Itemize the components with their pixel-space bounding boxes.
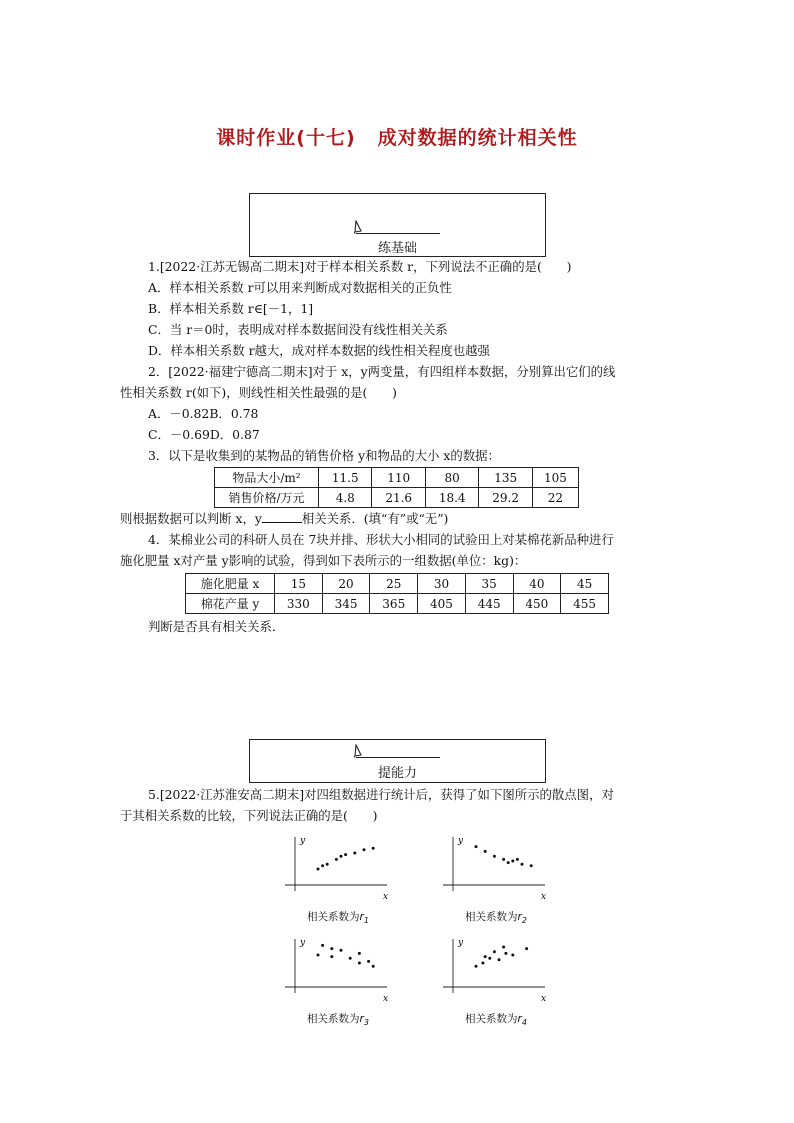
table-cell: 18.4: [425, 488, 478, 508]
scatter-point: [498, 958, 501, 961]
pen-icon: [352, 220, 364, 234]
q2-option-cd: C．－0.69D．0.87: [148, 427, 260, 442]
table-cell: 135: [479, 468, 532, 488]
scatter-figure: [283, 833, 393, 903]
scatter-point: [493, 950, 496, 953]
scatter-point: [344, 853, 347, 856]
scatter-point: [488, 957, 491, 960]
y-axis-label: y: [458, 938, 464, 948]
q4-table: [185, 573, 609, 614]
table-cell: 销售价格/万元: [215, 488, 319, 508]
scatter-plot-1: [283, 833, 398, 925]
y-axis-label: y: [300, 938, 306, 948]
scatter-point: [516, 858, 519, 861]
scatter-point: [511, 954, 514, 957]
table-cell: 22: [532, 488, 578, 508]
x-axis-label: x: [541, 892, 547, 902]
q2-stem-line2: 性相关系数 r(如下)，则线性相关性最强的是( ): [120, 385, 398, 400]
table-cell: 80: [425, 468, 478, 488]
table-cell: 445: [465, 594, 513, 614]
scatter-plot-2: [441, 833, 556, 925]
q2-option-ab: A．－0.82B．0.78: [148, 406, 259, 421]
scatter-point: [326, 863, 329, 866]
table-cell: 40: [513, 574, 561, 594]
table-cell: 20: [322, 574, 370, 594]
scatter-point: [340, 949, 343, 952]
scatter-point: [317, 954, 320, 957]
caption-subscript: 1: [363, 916, 369, 926]
scatter-point: [481, 962, 484, 965]
table-cell: 455: [561, 594, 609, 614]
title-part1: 课时作业(十七): [216, 127, 356, 149]
q1-option-d: D．样本相关系数 r越大，成对样本数据的线性相关程度也越强: [148, 343, 490, 358]
caption-subscript: 3: [363, 1018, 369, 1028]
table-cell: 29.2: [479, 488, 532, 508]
table-cell: 105: [532, 468, 578, 488]
table-cell: 30: [418, 574, 466, 594]
q5-line2: 于其相关系数的比较，下列说法正确的是( ): [120, 808, 378, 823]
scatter-point: [317, 868, 320, 871]
table-cell: 330: [275, 594, 323, 614]
scatter-point: [475, 845, 478, 848]
scatter-point: [330, 955, 333, 958]
scatter-point: [502, 858, 505, 861]
section-rule: [356, 233, 440, 234]
table-cell: 物品大小/m²: [215, 468, 319, 488]
scatter-point: [475, 965, 478, 968]
section-header-advanced: [249, 739, 546, 783]
scatter-figure: [441, 833, 551, 903]
pen-icon: [352, 744, 364, 758]
q1-option-c: C．当 r＝0时，表明成对样本数据间没有线性相关关系: [148, 322, 448, 337]
scatter-figure: [441, 935, 551, 1005]
table-row: [215, 468, 579, 488]
scatter-point: [358, 952, 361, 955]
scatter-point: [358, 962, 361, 965]
scatter-point: [367, 960, 370, 963]
caption-text: 相关系数为: [465, 911, 518, 923]
table-row: [186, 574, 609, 594]
scatter-point: [372, 847, 375, 850]
table-cell: 110: [372, 468, 425, 488]
page-title: [0, 123, 794, 150]
table-cell: 45: [561, 574, 609, 594]
scatter-point: [525, 947, 528, 950]
x-axis-label: x: [541, 994, 547, 1004]
scatter-point: [521, 863, 524, 866]
scatter-point: [484, 955, 487, 958]
scatter-point: [353, 852, 356, 855]
table-cell: 4.8: [319, 488, 372, 508]
scatter-point: [530, 864, 533, 867]
scatter-point: [484, 850, 487, 853]
section-label: 提能力: [377, 766, 417, 781]
q1-stem: 1.[2022·江苏无锡高二期末]对于样本相关系数 r，下列说法不正确的是( ): [148, 259, 572, 274]
table-cell: 450: [513, 594, 561, 614]
q3-table: [214, 467, 579, 508]
scatter-point: [493, 855, 496, 858]
q4-line1: 4．某棉业公司的科研人员在 7块并排、形状大小相同的试验田上对某棉花新品种进行: [148, 532, 614, 547]
scatter-point: [349, 957, 352, 960]
table-cell: 11.5: [319, 468, 372, 488]
y-axis-label: y: [300, 836, 306, 846]
scatter-point: [504, 952, 507, 955]
y-axis-label: y: [458, 836, 464, 846]
q3-stem: 3．以下是收集到的某物品的销售价格 y和物品的大小 x的数据：: [148, 448, 500, 463]
caption-text: 相关系数为: [465, 1013, 518, 1025]
q1-option-a: A．样本相关系数 r可以用来判断成对数据相关的正负性: [148, 280, 452, 295]
scatter-point: [335, 858, 338, 861]
q3-fill-post: 相关关系．(填“有”或“无”): [301, 511, 449, 526]
table-cell: 15: [275, 574, 323, 594]
scatter-point: [321, 864, 324, 867]
answer-blank: [262, 510, 302, 523]
section-header-basic: [249, 193, 546, 257]
q3-fill-in: [120, 509, 448, 529]
q4-after: 判断是否具有相关关系．: [148, 619, 285, 634]
caption-subscript: 4: [521, 1018, 527, 1028]
scatter-caption: 相关系数为$r_4$: [465, 1013, 527, 1028]
x-axis-label: x: [383, 994, 389, 1004]
q5-line1: 5.[2022·江苏淮安高二期末]对四组数据进行统计后，获得了如下图所示的散点图，对: [148, 787, 614, 802]
table-cell: 施化肥量 x: [186, 574, 275, 594]
scatter-point: [330, 947, 333, 950]
scatter-point: [507, 861, 510, 864]
scatter-caption: 相关系数为$r_2$: [465, 911, 527, 926]
table-cell: 365: [370, 594, 418, 614]
table-cell: 35: [465, 574, 513, 594]
q4-line2: 施化肥量 x对产量 y影响的试验，得到如下表所示的一组数据(单位：kg)：: [120, 553, 527, 568]
table-cell: 25: [370, 574, 418, 594]
table-row: [186, 594, 609, 614]
caption-subscript: 2: [521, 916, 527, 926]
q1-option-b: B．样本相关系数 r∈[－1，1]: [148, 301, 314, 316]
scatter-plot-4: [441, 935, 556, 1027]
scatter-point: [363, 848, 366, 851]
table-row: [215, 488, 579, 508]
section-rule: [356, 757, 440, 758]
caption-text: 相关系数为: [307, 1013, 360, 1025]
table-cell: 345: [322, 594, 370, 614]
table-cell: 21.6: [372, 488, 425, 508]
caption-text: 相关系数为: [307, 911, 360, 923]
title-part2: 成对数据的统计相关性: [377, 127, 578, 149]
table-cell: 405: [418, 594, 466, 614]
scatter-point: [372, 965, 375, 968]
scatter-plot-3: [283, 935, 398, 1027]
scatter-caption: 相关系数为$r_1$: [307, 911, 369, 926]
scatter-point: [340, 855, 343, 858]
section-label: 练基础: [377, 241, 417, 256]
scatter-point: [321, 944, 324, 947]
q2-stem-line1: 2．[2022·福建宁德高二期末]对于 x，y两变量，有四组样本数据，分别算出它们的线: [148, 364, 616, 379]
scatter-point: [511, 860, 514, 863]
q3-fill-pre: 则根据数据可以判断 x，y: [120, 511, 262, 526]
scatter-figure: [283, 935, 393, 1005]
scatter-point: [502, 946, 505, 949]
x-axis-label: x: [383, 892, 389, 902]
table-cell: 棉花产量 y: [186, 594, 275, 614]
scatter-caption: 相关系数为$r_3$: [307, 1013, 369, 1028]
